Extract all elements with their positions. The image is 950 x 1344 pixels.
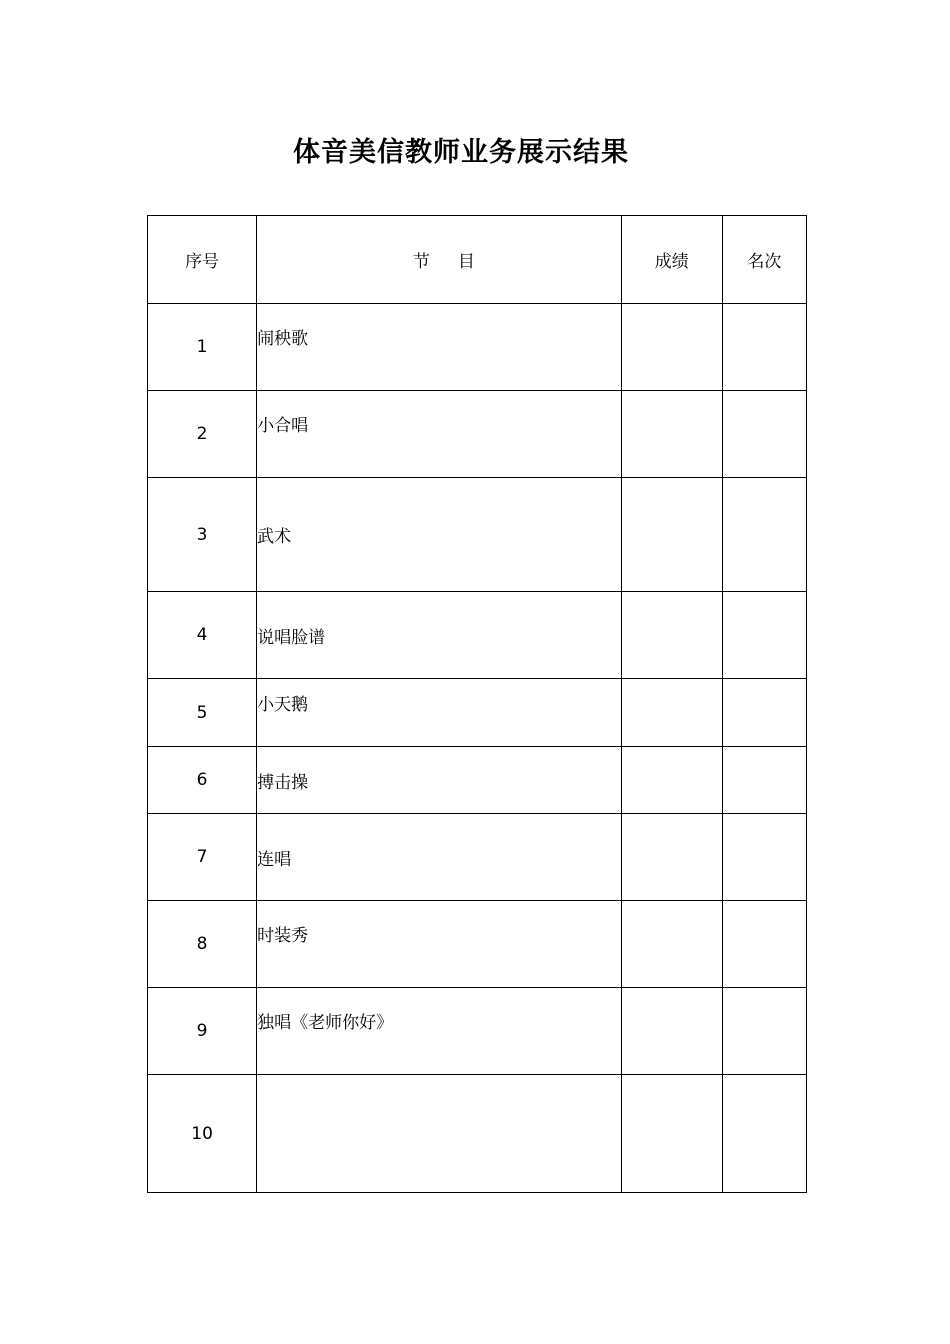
table-row: [148, 814, 807, 901]
row-score: [621, 679, 722, 747]
header-rank: 名次: [722, 216, 806, 304]
row-rank: [722, 592, 806, 679]
table-row: [148, 988, 807, 1075]
page-title: 体音美信教师业务展示结果: [293, 137, 629, 168]
row-rank: [722, 747, 806, 814]
row-score: [621, 304, 722, 391]
row-no: 7: [148, 814, 257, 901]
row-rank: [722, 304, 806, 391]
table-row: [148, 478, 807, 592]
table-row: [148, 391, 807, 478]
row-item: 小合唱: [257, 391, 622, 478]
row-item: 小天鹅: [257, 679, 622, 747]
row-score: [621, 901, 722, 988]
row-score: [621, 391, 722, 478]
table-row: [148, 592, 807, 679]
header-item-char-2: 目: [457, 252, 475, 272]
table-header-row: [148, 216, 807, 304]
row-score: [621, 592, 722, 679]
row-rank: [722, 814, 806, 901]
header-score: 成绩: [621, 216, 722, 304]
row-no: 2: [148, 391, 257, 478]
row-score: [621, 478, 722, 592]
table-row: [148, 901, 807, 988]
row-item: 说唱脸谱: [257, 592, 622, 679]
row-rank: [722, 679, 806, 747]
row-rank: [722, 478, 806, 592]
header-item: [257, 216, 622, 304]
row-rank: [722, 1075, 806, 1193]
table-row: [148, 747, 807, 814]
row-item: 独唱《老师你好》: [257, 988, 622, 1075]
table-row: [148, 679, 807, 747]
row-score: [621, 988, 722, 1075]
row-score: [621, 747, 722, 814]
row-no: 4: [148, 592, 257, 679]
row-rank: [722, 901, 806, 988]
row-no: 5: [148, 679, 257, 747]
row-item: 搏击操: [257, 747, 622, 814]
row-item: 武术: [257, 478, 622, 592]
row-item: [257, 1075, 622, 1193]
table-row: [148, 1075, 807, 1193]
row-item: 连唱: [257, 814, 622, 901]
table-row: [148, 304, 807, 391]
header-item-char-1: 节: [412, 252, 430, 272]
row-no: 3: [148, 478, 257, 592]
row-no: 9: [148, 988, 257, 1075]
row-score: [621, 1075, 722, 1193]
row-no: 8: [148, 901, 257, 988]
row-no: 10: [148, 1075, 257, 1193]
row-no: 6: [148, 747, 257, 814]
header-no: 序号: [148, 216, 257, 304]
row-item: 时装秀: [257, 901, 622, 988]
results-table: [147, 215, 807, 1193]
row-rank: [722, 391, 806, 478]
row-item: 闹秧歌: [257, 304, 622, 391]
row-rank: [722, 988, 806, 1075]
row-score: [621, 814, 722, 901]
row-no: 1: [148, 304, 257, 391]
